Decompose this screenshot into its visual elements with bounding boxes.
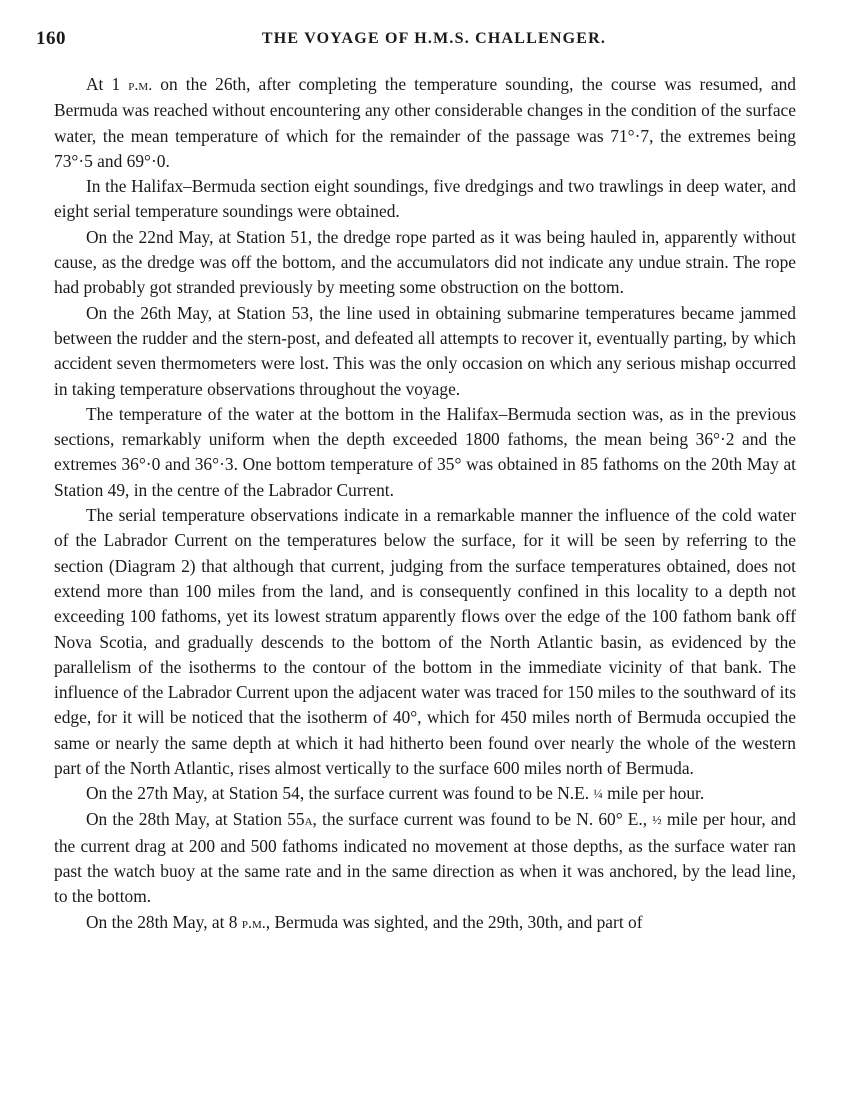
paragraph-1 bbox=[54, 72, 796, 174]
paragraph-7-fraction: ¼ bbox=[593, 787, 603, 802]
running-title: THE VOYAGE OF H.M.S. CHALLENGER. bbox=[261, 30, 607, 47]
paragraph-7-rest: mile per hour. bbox=[602, 783, 705, 804]
paragraph-5: The temperature of the water at the bottom in the Halifax–Bermuda section was, as in the previous sections, remarkably uniform when the depth exceeded 1800 fathoms, the mean being 36°·2 and the extremes 36°·0 and 36°·3. One bottom temperature of 35° was obtained in 85 fathoms on the 20th May at Station 49, in the centre of the Labrador Current. bbox=[54, 403, 796, 500]
paragraph-8 bbox=[54, 807, 796, 909]
paragraph-1-small-caps: p.m. bbox=[128, 77, 153, 94]
paragraph-8-fraction: ½ bbox=[652, 813, 662, 828]
paragraph-3: On the 22nd May, at Station 51, the dredge rope parted as it was being hauled in, apparently without cause, as the dredge was off the bottom, and the accumulators did not indicate any undue strain. The rope had probably got stranded previously by meeting some obstruction on the bottom. bbox=[54, 226, 796, 298]
paragraph-9-rest: , Bermuda was sighted, and the 29th, 30th, and part of bbox=[265, 911, 643, 932]
paragraph-1-rest: on the 26th, after completing the temperature sounding, the course was resumed, and Bermuda was reached without encountering any other considerable changes in the condition of the surface water, the mean temperature of which for the remainder of the passage was 71°·7, the extremes being 73°·5 and 69°·0. bbox=[54, 74, 796, 171]
running-header bbox=[36, 28, 796, 58]
paragraph-8-middle: , the surface current was found to be N. 60° E., bbox=[312, 809, 653, 830]
paragraph-8-lead: On the 28th May, at Station 55 bbox=[86, 809, 305, 830]
paragraph-8-rest: mile per hour, and the current drag at 200 and 500 fathoms indicated no movement at those depths, as the surface water ran past the watch buoy at the same rate and in the same direction as when it was anchored, by the lead line, to the bottom. bbox=[54, 809, 796, 907]
paragraph-1-lead: At 1 bbox=[86, 74, 129, 94]
paragraph-7 bbox=[54, 781, 796, 807]
paragraph-6: The serial temperature observations indicate in a remarkable manner the influence of the cold water of the Labrador Current on the temperatures below the surface, for it will be seen by referring to the section (Diagram 2) that although that current, judging from the surface temperatures obtained, does not extend more than 100 miles from the land, and is consequently confined in this locality to a depth not exceeding 100 fathoms, yet its lowest stratum apparently flows over the edge of the 100 fathom bank off Nova Scotia, and gradually descends to the bottom of the North Atlantic basin, as evidenced by the parallelism of the isotherms to the contour of the bottom in the immediate vicinity of that bank. The influence of the Labrador Current upon the adjacent water was traced for 150 miles to the southward of its edge, for it will be noticed that the isotherm of 40°, which for 450 miles north of Bermuda occupied the same or nearly the same depth at which it had hitherto been found over nearly the whole of the western part of the North Atlantic, rises almost vertically to the surface 600 miles north of Bermuda. bbox=[54, 505, 796, 779]
paragraph-8-small-caps: a bbox=[304, 812, 313, 830]
paragraph-9 bbox=[54, 910, 796, 936]
body-text bbox=[54, 72, 796, 936]
paragraph-4: On the 26th May, at Station 53, the line used in obtaining submarine temperatures became jammed between the rudder and the stern-post, and defeated all attempts to recover it, eventually parting, by which accident seven thermometers were lost. This was the only occasion on which any serious mishap occurred in taking temperature observations throughout the voyage. bbox=[54, 302, 796, 399]
paragraph-2: In the Halifax–Bermuda section eight soundings, five dredgings and two trawlings in deep water, and eight serial temperature soundings were obtained. bbox=[54, 176, 796, 222]
paragraph-7-lead: On the 27th May, at Station 54, the surface current was found to be N.E. bbox=[86, 783, 594, 804]
document-page bbox=[36, 28, 796, 936]
page-number: 160 bbox=[36, 28, 66, 49]
paragraph-9-small-caps: p.m. bbox=[241, 914, 266, 932]
paragraph-9-lead: On the 28th May, at 8 bbox=[86, 911, 242, 932]
